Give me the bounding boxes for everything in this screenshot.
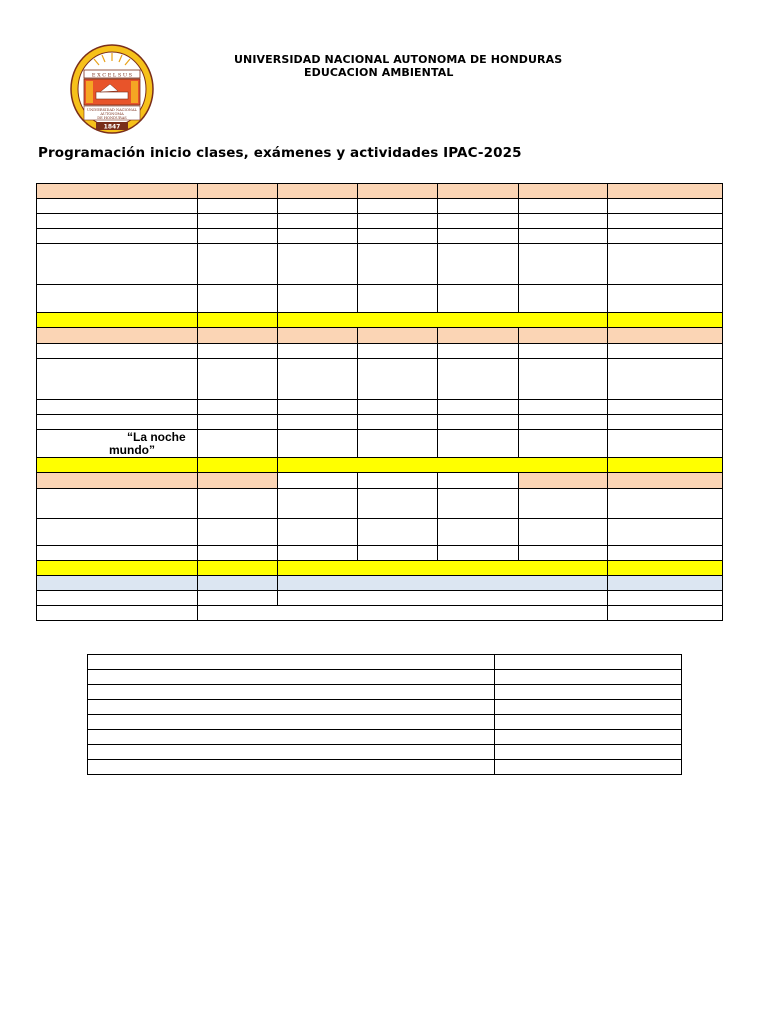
svg-text:1847: 1847 — [103, 123, 121, 131]
highlight-row — [37, 458, 723, 473]
quote-line-2: mundo” — [109, 442, 155, 457]
table-row — [37, 244, 723, 285]
table-row — [37, 546, 723, 561]
table-row — [37, 430, 723, 458]
quote-line-1: “La noche — [127, 429, 186, 444]
table-row — [37, 606, 723, 621]
table-header-row — [37, 328, 723, 344]
activity-quote — [37, 431, 197, 457]
table-row — [37, 400, 723, 415]
table-row — [37, 591, 723, 606]
highlight-row — [37, 313, 723, 328]
document-title: Programación inicio clases, exámenes y actividades IPAC-2025 — [38, 145, 522, 161]
table-header-row — [37, 473, 723, 489]
table-row — [37, 285, 723, 313]
table-row — [37, 415, 723, 430]
table-row — [88, 715, 682, 730]
table-row — [88, 685, 682, 700]
table-row — [88, 745, 682, 760]
svg-text:DE HONDURAS: DE HONDURAS — [97, 116, 127, 120]
program-name: EDUCACION AMBIENTAL — [304, 66, 454, 79]
schedule-table — [36, 183, 723, 621]
table-row — [37, 359, 723, 400]
table-row — [37, 344, 723, 359]
table-row — [37, 576, 723, 591]
table-row — [37, 199, 723, 214]
table-row — [88, 760, 682, 775]
table-row — [88, 730, 682, 745]
summary-table — [87, 654, 682, 775]
svg-text:E X C E L S U S: E X C E L S U S — [91, 72, 133, 79]
table-row — [88, 670, 682, 685]
table-row — [37, 214, 723, 229]
university-seal — [70, 44, 154, 134]
table-row — [37, 489, 723, 519]
table-row — [88, 655, 682, 670]
table-row — [37, 229, 723, 244]
table-row — [37, 519, 723, 546]
svg-text:UNIVERSIDAD NACIONAL: UNIVERSIDAD NACIONAL — [87, 108, 137, 112]
svg-text:AUTONOMA: AUTONOMA — [100, 112, 124, 116]
highlight-row — [37, 561, 723, 576]
table-row — [88, 700, 682, 715]
university-name: UNIVERSIDAD NACIONAL AUTONOMA DE HONDURAS — [234, 53, 563, 66]
table-header-row — [37, 184, 723, 199]
